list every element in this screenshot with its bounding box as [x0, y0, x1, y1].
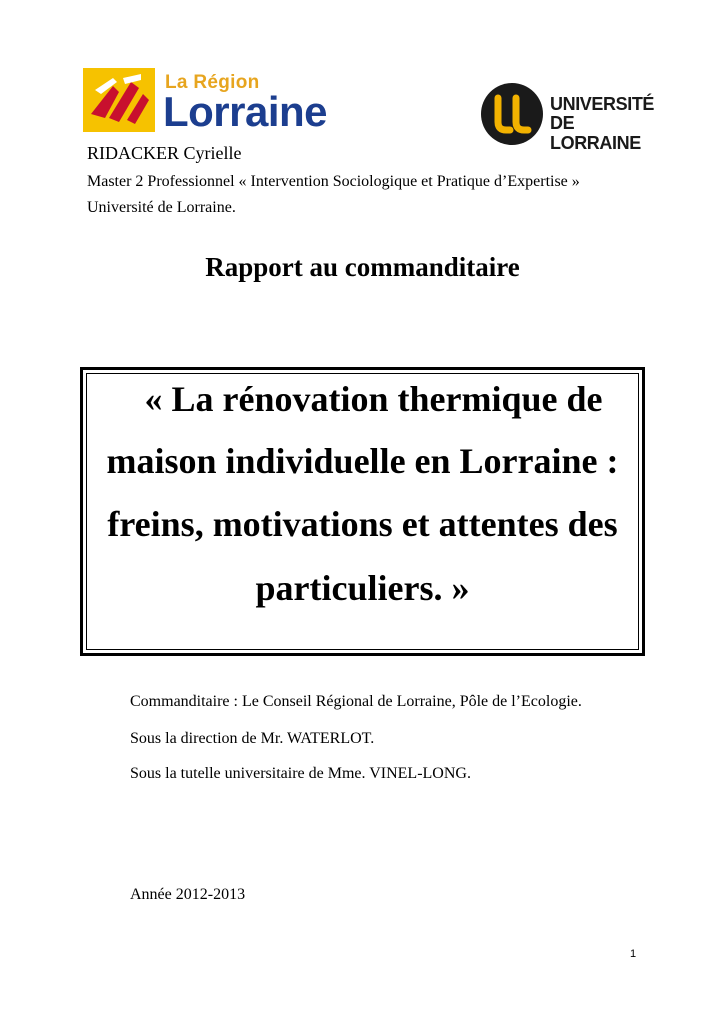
main-title-line-2: maison individuelle en Lorraine :: [106, 441, 619, 481]
program-name: Master 2 Professionnel « Intervention Sociologique et Pratique d’Expertise »: [87, 173, 580, 190]
academic-year: Année 2012-2013: [130, 886, 246, 903]
main-title-line-1: « La rénovation thermique de: [144, 379, 603, 419]
report-title: Rapport au commanditaire: [205, 252, 520, 282]
region-logo-big-text: Lorraine: [163, 88, 328, 135]
university-name: Université de Lorraine.: [87, 199, 236, 216]
region-lorraine-logo: [83, 68, 373, 134]
university-mark-icon: [480, 82, 544, 146]
university-logo-line-2: DE LORRAINE: [550, 113, 641, 153]
region-logo-small-text: La Région: [165, 72, 260, 93]
page-number: 1: [630, 948, 637, 960]
sponsor-line: Commanditaire : Le Conseil Régional de Lorraine, Pôle de l’Ecologie.: [130, 693, 582, 710]
tutelle-line: Sous la tutelle universitaire de Mme. VINEL-LONG.: [130, 765, 471, 782]
direction-line: Sous la direction de Mr. WATERLOT.: [130, 730, 375, 747]
universite-de-lorraine-logo: [480, 82, 665, 153]
main-title-line-3: freins, motivations et attentes des: [107, 504, 618, 544]
main-title-line-4: particuliers. »: [255, 568, 470, 608]
author-name: RIDACKER Cyrielle: [87, 143, 242, 163]
region-emblem-icon: [83, 68, 155, 132]
university-logo-line-1: UNIVERSITÉ: [550, 94, 655, 114]
